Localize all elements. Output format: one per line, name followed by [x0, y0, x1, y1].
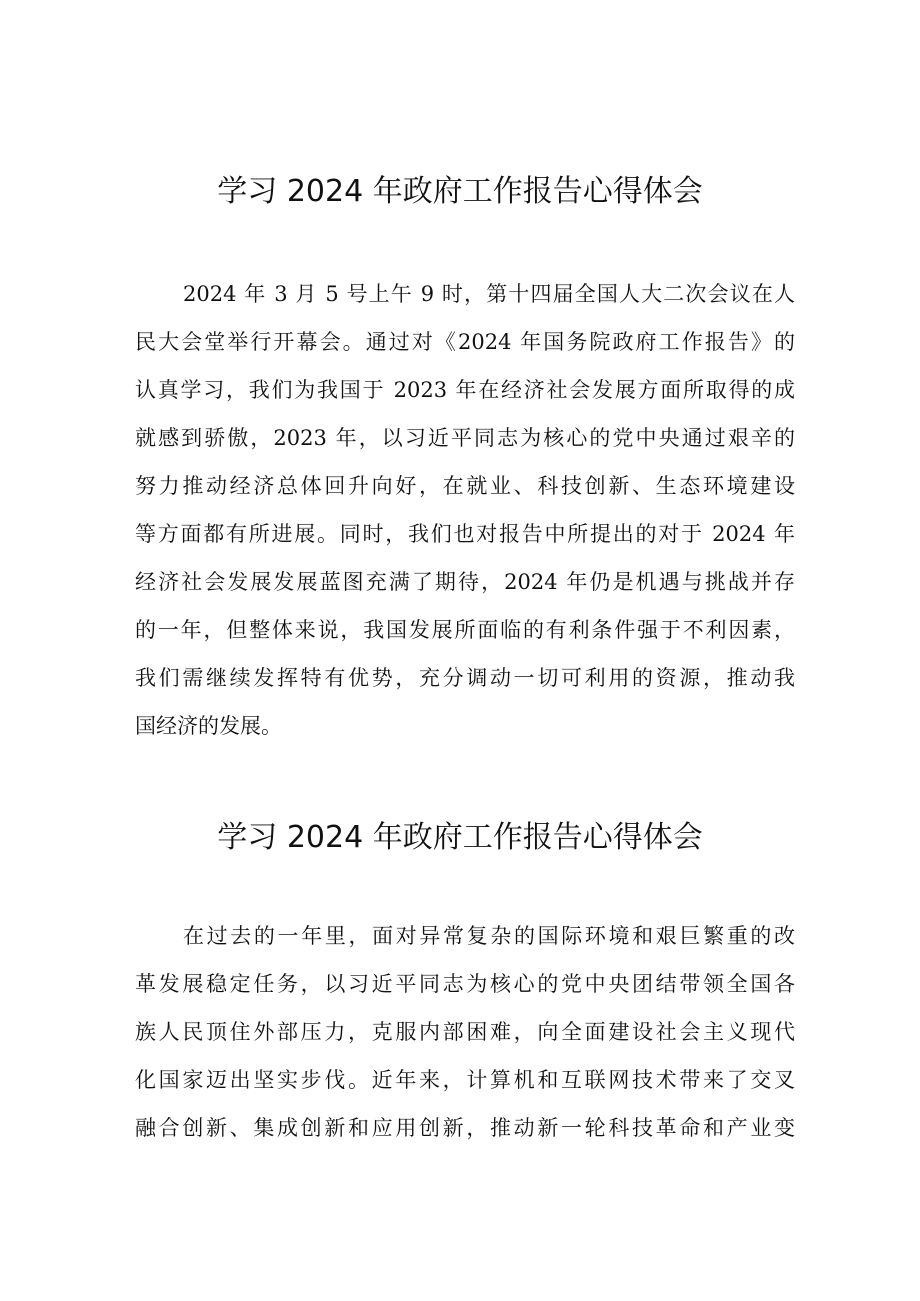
section-paragraph: [135, 270, 795, 750]
paragraph-line: 在过去的一年里，面对异常复杂的国际环境和艰巨繁重的改: [183, 924, 795, 948]
paragraph-line: 就感到骄傲，2023 年，以习近平同志为核心的党中央通过艰辛的: [135, 426, 795, 450]
paragraph-line: 等方面都有所进展。同时，我们也对报告中所提出的对于 2024 年: [135, 522, 795, 546]
paragraph-line: 民大会堂举行开幕会。通过对《2024 年国务院政府工作报告》的: [135, 330, 795, 354]
section-paragraph: [135, 912, 795, 1152]
section-title: 学习 2024 年政府工作报告心得体会: [217, 174, 703, 209]
section-title: 学习 2024 年政府工作报告心得体会: [217, 820, 703, 855]
paragraph-line: 化国家迈出坚实步伐。近年来，计算机和互联网技术带来了交叉: [135, 1068, 795, 1092]
paragraph-line: 2024 年 3 月 5 号上午 9 时，第十四届全国人大二次会议在人: [183, 282, 795, 306]
paragraph-line: 革发展稳定任务，以习近平同志为核心的党中央团结带领全国各: [135, 972, 795, 996]
paragraph-line: 族人民顶住外部压力，克服内部困难，向全面建设社会主义现代: [135, 1020, 795, 1044]
paragraph-line: 认真学习，我们为我国于 2023 年在经济社会发展方面所取得的成: [135, 378, 795, 402]
paragraph-line: 经济社会发展发展蓝图充满了期待，2024 年仍是机遇与挑战并存: [135, 570, 795, 594]
paragraph-line: 的一年，但整体来说，我国发展所面临的有利条件强于不利因素，: [135, 618, 795, 642]
paragraph-line: 国经济的发展。: [135, 714, 282, 738]
paragraph-line: 融合创新、集成创新和应用创新，推动新一轮科技革命和产业变: [135, 1116, 795, 1140]
paragraph-line: 努力推动经济总体回升向好，在就业、科技创新、生态环境建设: [135, 474, 795, 498]
paragraph-line: 我们需继续发挥特有优势，充分调动一切可利用的资源，推动我: [135, 666, 795, 690]
